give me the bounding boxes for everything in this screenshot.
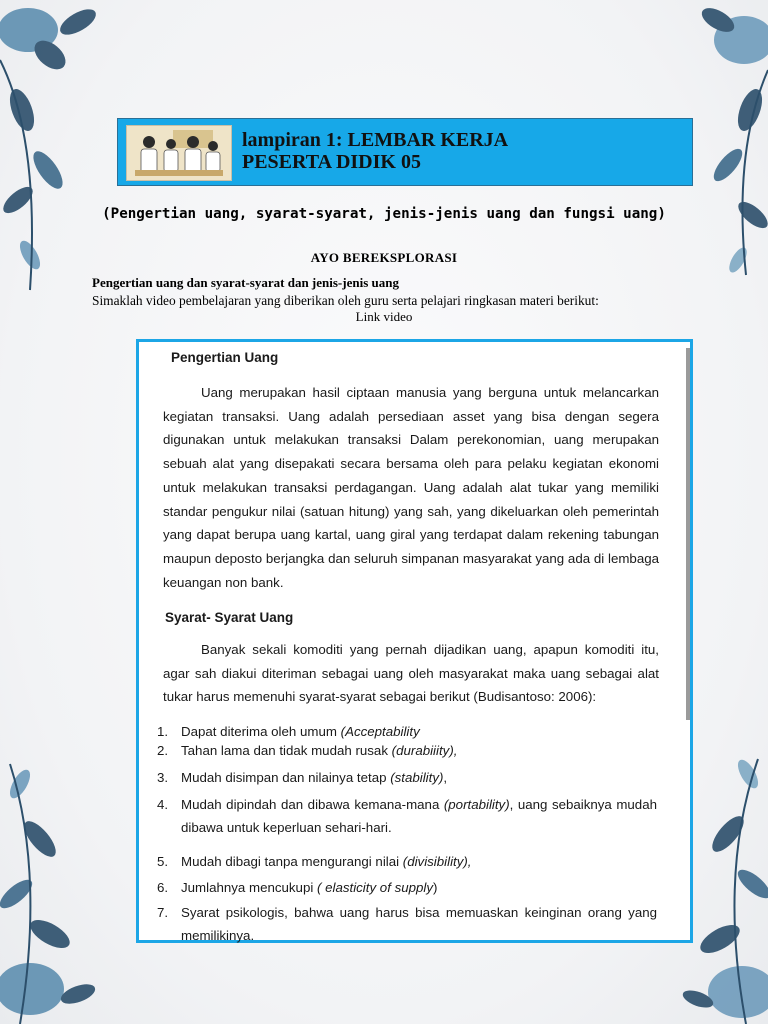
material-summary-box: Pengertian Uang Uang merupakan hasil ciptaan manusia yang berguna untuk melancarkan kegiatan transaksi. Uang adalah persediaan asset yang bisa dengan segera digunakan untuk melakukan transaksi Dalam perekonomian, uang merupakan sebuah alat yang disepakati secara bersama oleh para pelaku kegiatan ekonomi untuk melakukan transaksi perdagangan. Uang adalah alat tukar yang memiliki standar pengukur nilai (satuan hitung) yang sah, yang dikeluarkan oleh pemerintah yang dapat berupa uang kartal, uang giral yang terdapat dalam rekening tabungan maupun deposto berjangka dan seluruh simpanan masyarakat yang ada di lembaga keuangan non bank. Syarat- Syarat Uang Banyak sekali komoditi yang pernah dijadikan uang, apapun komoditi itu, agar sah diakui diteriman sebagai uang oleh masyarakat maka uang sebagai alat tukar harus memenuhi syarat-syarat sebagai berikut (Budisantoso: 2006): 1. Dapat diterima oleh umum (Acceptability 2. Tahan lama dan tidak mudah rusak (durabiiity), 3. Mudah disimpan dan nilainya tetap (stability), 4. Mudah dipindah dan dibawa kemana-mana (portability), uang sebaiknya mudah dibawa untuk keperluan sehari-hari. 5. Mudah dibagi tanpa mengurangi nilai (divisibility), 6. Jumlahnya mencukupi ( elasticity of supply) 7. Syarat psikologis, bahwa uang harus bisa memuaskan keinginan orang yang memilikinya.	[136, 339, 693, 943]
title-banner	[117, 118, 693, 186]
syarat-text: Banyak sekali komoditi yang pernah dijadikan uang, apapun komoditi itu, agar sah diakui diteriman sebagai uang oleh masyarakat maka uang sebagai alat tukar harus memenuhi syarat-syarat sebagai berikut (Budisantoso: 2006):	[163, 642, 659, 705]
explore-heading: AYO BEREKSPLORASI	[310, 250, 458, 265]
syarat-paragraph	[163, 638, 659, 709]
students-illustration	[126, 125, 232, 181]
worksheet-subtitle: (Pengertian uang, syarat-syarat, jenis-jenis uang dan fungsi uang)	[102, 206, 666, 222]
pengertian-paragraph	[163, 381, 659, 594]
worksheet-title-line2: PESERTA DIDIK 05	[242, 151, 421, 173]
syarat-heading: Syarat- Syarat Uang	[165, 610, 294, 625]
video-link[interactable]: Link video	[355, 309, 413, 324]
pengertian-heading: Pengertian Uang	[171, 350, 279, 365]
pengertian-text: Uang merupakan hasil ciptaan manusia yang berguna untuk melancarkan kegiatan transaksi. Uang adalah persediaan asset yang bisa dengan segera digunakan untuk melakukan transaksi Dalam perekonomian, uang merupakan sebuah alat yang disepakati secara bersama oleh para pelaku kegiatan ekonomi untuk melakukan transaksi perdagangan. Uang adalah alat tukar yang memiliki standar pengukur nilai (satuan hitung) yang sah, yang dikeluarkan oleh pemerintah yang dapat berupa uang kartal, uang giral yang terdapat dalam rekening tabungan maupun deposto berjangka dan seluruh simpanan masyarakat yang ada di lembaga keuangan non bank.	[163, 385, 659, 590]
content-scrollbar[interactable]	[686, 348, 690, 720]
floral-decoration-bottom-left	[0, 744, 110, 1024]
instruction-text: Simaklah video pembelajaran yang diberikan oleh guru serta pelajari ringkasan materi berikut:	[92, 293, 599, 308]
section-heading: Pengertian uang dan syarat-syarat dan jenis-jenis uang	[92, 275, 399, 290]
worksheet-title-line1: lampiran 1: LEMBAR KERJA	[242, 129, 509, 151]
worksheet-title	[242, 129, 682, 173]
students-illustration-icon	[127, 126, 231, 180]
